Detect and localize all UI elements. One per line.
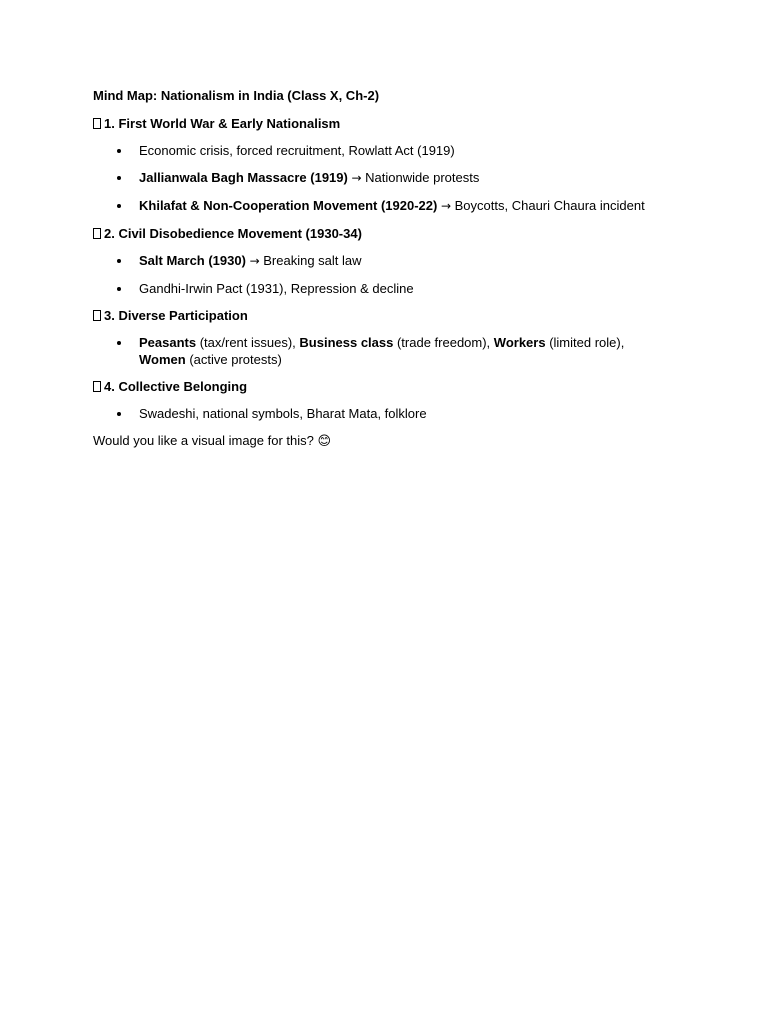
missing-glyph-icon bbox=[93, 381, 101, 392]
section-heading-2: 2. Civil Disobedience Movement (1930-34) bbox=[93, 225, 673, 242]
list-item: Gandhi-Irwin Pact (1931), Repression & decline bbox=[93, 280, 673, 297]
arrow-icon: → bbox=[440, 199, 452, 213]
bullet-list-4 bbox=[93, 405, 673, 422]
smiling-face-icon: 😊 bbox=[317, 434, 332, 449]
section-heading-4: 4. Collective Belonging bbox=[93, 378, 673, 395]
document-content bbox=[93, 87, 673, 460]
bullet-list-1 bbox=[93, 142, 673, 215]
missing-glyph-icon bbox=[93, 118, 101, 129]
list-item: Khilafat & Non-Cooperation Movement (1920-22) → Boycotts, Chauri Chaura incident bbox=[93, 197, 673, 215]
arrow-icon: → bbox=[351, 171, 362, 185]
arrow-icon: → bbox=[249, 254, 260, 268]
section-heading-1: 1. First World War & Early Nationalism bbox=[93, 115, 673, 132]
list-item: Jallianwala Bagh Massacre (1919) → Nationwide protests bbox=[93, 169, 673, 187]
section-heading-3: 3. Diverse Participation bbox=[93, 307, 673, 324]
list-item: Peasants (tax/rent issues), Business class (trade freedom), Workers (limited role), Women (active protests) bbox=[93, 334, 673, 368]
list-item: Swadeshi, national symbols, Bharat Mata, folklore bbox=[93, 405, 673, 422]
list-item: Economic crisis, forced recruitment, Rowlatt Act (1919) bbox=[93, 142, 673, 159]
bullet-list-3 bbox=[93, 334, 673, 368]
missing-glyph-icon bbox=[93, 228, 101, 239]
document-title: Mind Map: Nationalism in India (Class X, Ch-2) bbox=[93, 88, 380, 103]
bullet-list-2 bbox=[93, 252, 673, 297]
missing-glyph-icon bbox=[93, 310, 101, 321]
list-item: Salt March (1930) → Breaking salt law bbox=[93, 252, 673, 270]
closing-question: Would you like a visual image for this? 😊 bbox=[93, 433, 332, 449]
